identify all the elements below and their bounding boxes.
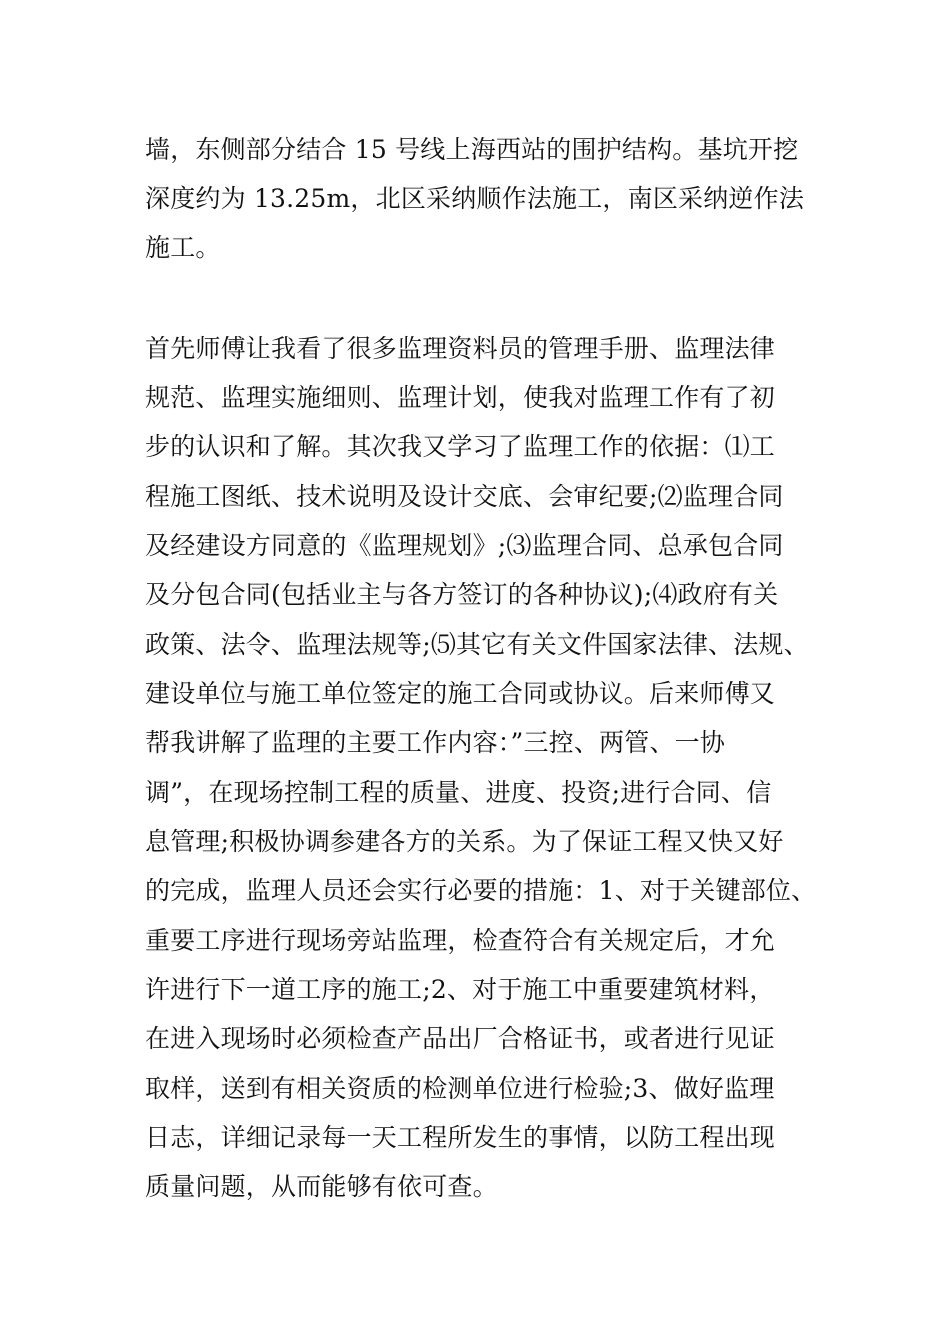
paragraph-line: 息管理;积极协调参建各方的关系。为了保证工程又快又好 xyxy=(145,827,784,856)
paragraph-line: 墙，东侧部分结合 15 号线上海西站的围护结构。基坑开挖 xyxy=(145,135,799,164)
paragraph-line: 施工。 xyxy=(145,233,221,262)
paragraph-line: 规范、监理实施细则、监理计划，使我对监理工作有了初 xyxy=(145,383,776,412)
paragraph-line: 首先师傅让我看了很多监理资料员的管理手册、监理法律 xyxy=(145,334,776,363)
paragraph-line: 步的认识和了解。其次我又学习了监理工作的依据：⑴工 xyxy=(145,432,776,461)
paragraph-line: 日志，详细记录每一天工程所发生的事情，以防工程出现 xyxy=(145,1123,776,1152)
paragraph-line: 许进行下一道工序的施工;2、对于施工中重要建筑材料， xyxy=(145,975,775,1004)
paragraph-line: 质量问题，从而能够有依可查。 xyxy=(145,1172,498,1201)
paragraph-line: 重要工序进行现场旁站监理，检查符合有关规定后，才允 xyxy=(145,926,776,955)
paragraph-line: 建设单位与施工单位签定的施工合同或协议。后来师傅又 xyxy=(145,679,776,708)
paragraph-line: 及经建设方同意的《监理规划》;⑶监理合同、总承包合同 xyxy=(145,531,784,560)
paragraph-line: 程施工图纸、技术说明及设计交底、会审纪要;⑵监理合同 xyxy=(145,482,784,511)
paragraph-line: 及分包合同(包括业主与各方签订的各种协议);⑷政府有关 xyxy=(145,580,779,609)
paragraph-line: 取样，送到有相关资质的检测单位进行检验;3、做好监理 xyxy=(145,1074,775,1103)
paragraph-line: 帮我讲解了监理的主要工作内容：”三控、两管、一协 xyxy=(145,728,726,757)
paragraph-line: 在进入现场时必须检查产品出厂合格证书，或者进行见证 xyxy=(145,1024,776,1053)
paragraph-line: 深度约为 13.25m，北区采纳顺作法施工，南区采纳逆作法 xyxy=(145,184,805,213)
paragraph-line: 调”，在现场控制工程的质量、进度、投资;进行合同、信 xyxy=(145,778,772,807)
paragraph-line: 的完成，监理人员还会实行必要的措施：1、对于关键部位、 xyxy=(145,876,817,905)
paragraph-line: 政策、法令、监理法规等;⑸其它有关文件国家法律、法规、 xyxy=(145,630,809,659)
